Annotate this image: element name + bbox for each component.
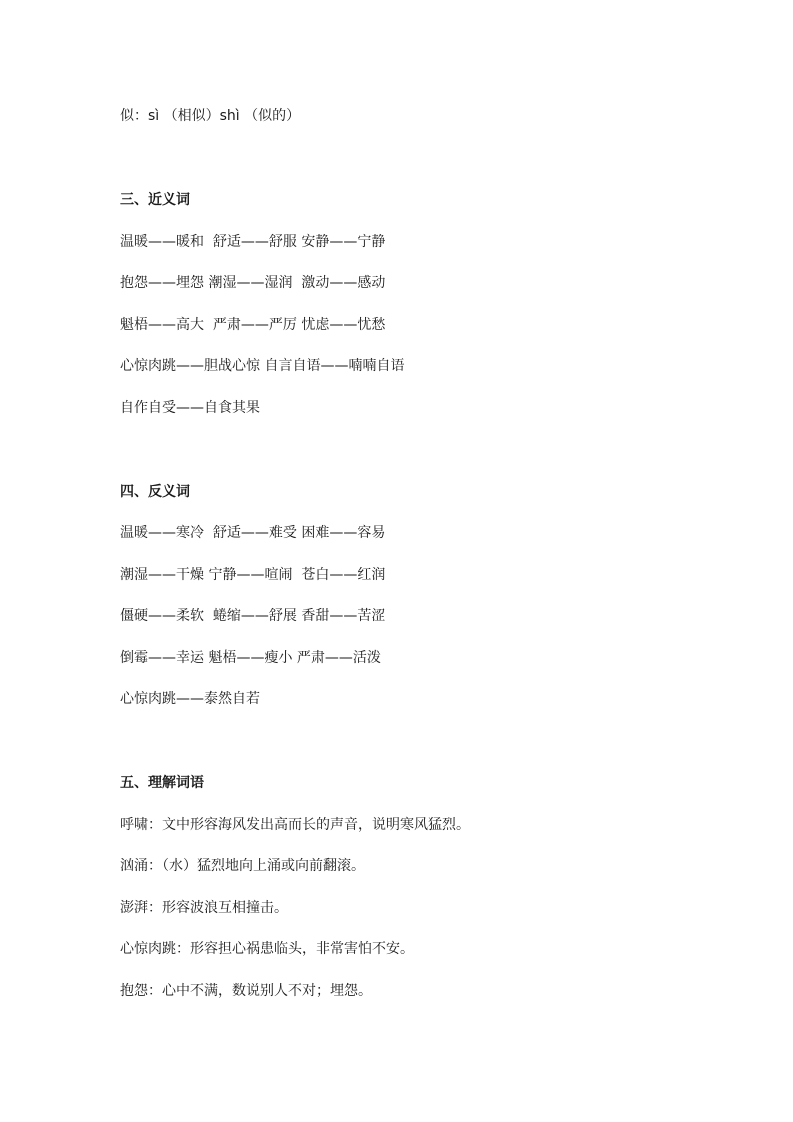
word-meaning-line: 呼啸：文中形容海风发出高而长的声音，说明寒风猛烈。	[120, 817, 470, 833]
word-meaning-line: 汹涌：（水）猛烈地向上涌或向前翻滚。	[120, 858, 365, 874]
synonym-line: 抱怨——埋怨 潮湿——湿润 激动——感动	[120, 275, 386, 291]
word-meaning-line: 心惊肉跳：形容担心祸患临头，非常害怕不安。	[120, 941, 414, 957]
word-meaning-line: 澎湃：形容波浪互相撞击。	[120, 900, 288, 916]
synonyms-heading: 三、近义词	[120, 192, 190, 208]
antonym-line: 潮湿——干燥 宁静——喧闹 苍白——红润	[120, 567, 386, 583]
synonym-line: 魁梧——高大 严肃——严厉 忧虑——忧愁	[120, 317, 386, 333]
word-meaning-line: 抱怨：心中不满，数说别人不对；埋怨。	[120, 983, 372, 999]
antonym-line: 心惊肉跳——泰然自若	[120, 691, 260, 707]
synonym-line: 自作自受——自食其果	[120, 400, 260, 416]
antonyms-heading: 四、反义词	[120, 484, 190, 500]
antonym-line: 倒霉——幸运 魁梧——瘦小 严肃——活泼	[120, 650, 381, 666]
antonym-line: 温暖——寒冷 舒适——难受 困难——容易	[120, 525, 386, 541]
antonym-line: 僵硬——柔软 蜷缩——舒展 香甜——苦涩	[120, 608, 386, 624]
synonym-line: 心惊肉跳——胆战心惊 自言自语——喃喃自语	[120, 358, 405, 374]
pronunciation-line: 似：sì （相似）shì （似的）	[120, 108, 301, 124]
synonym-line: 温暖——暖和 舒适——舒服 安静——宁静	[120, 234, 386, 250]
word-meanings-heading: 五、理解词语	[120, 775, 204, 791]
